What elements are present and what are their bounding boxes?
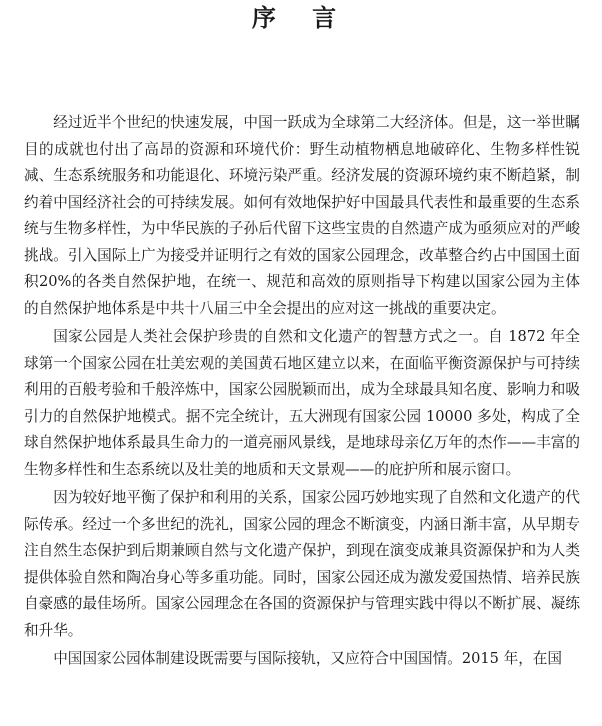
- paragraph-4: 中国国家公园体制建设既需要与国际接轨，又应符合中国国情。2015 年，在国: [53, 650, 562, 667]
- paragraph-2: 国家公园是人类社会保护珍贵的自然和文化遗产的智慧方式之一。自 1872 年全球第一个国家公园在壮美宏观的美国黄石地区建立以来，在面临平衡资源保护与可持续利用的百般考验和千般淬炼中，国家公园脱颖而出，成为全球最具知名度、影响力和吸引力的自然保护地模式。据不完全统计，五大洲现有国家公园 10000 多处，构成了全球自然保护地体系最具生命力的一道亮丽风景线，是地球母亲亿万年的杰作——丰富的生物多样性和生态系统以及壮美的地质和天文景观——的庇护所和展示窗口。: [24, 328, 580, 478]
- body-text: [24, 110, 580, 675]
- paragraph-1: 经过近半个世纪的快速发展，中国一跃成为全球第二大经济体。但是，这一举世瞩目的成就也付出了高昂的资源和环境代价：野生动植物栖息地破碎化、生物多样性锐减、生态系统服务和功能退化、环境污染严重。经济发展的资源环境约束不断趋紧，制约着中国经济社会的可持续发展。如何有效地保护好中国最具代表性和最重要的生态系统与生物多样性，为中华民族的子孙后代留下这些宝贵的自然遗产成为亟须应对的严峻挑战。引入国际上广为接受并证明行之有效的国家公园理念，改革整合约占中国国土面积20%的各类自然保护地，在统一、规范和高效的原则指导下构建以国家公园为主体的自然保护地体系是中共十八届三中全会提出的应对这一挑战的重要决定。: [24, 114, 580, 317]
- paragraph-3: 因为较好地平衡了保护和利用的关系，国家公园巧妙地实现了自然和文化遗产的代际传承。经过一个多世纪的洗礼，国家公园的理念不断演变，内涵日渐丰富，从早期专注自然生态保护到后期兼顾自然与文化遗产保护，到现在演变成兼具资源保护和为人类提供体验自然和陶冶身心等多重功能。同时，国家公园还成为激发爱国热情、培养民族自豪感的最佳场所。国家公园理念在各国的资源保护与管理实践中得以不断扩展、凝练和升华。: [24, 489, 580, 639]
- page-title: 序 言: [251, 4, 351, 32]
